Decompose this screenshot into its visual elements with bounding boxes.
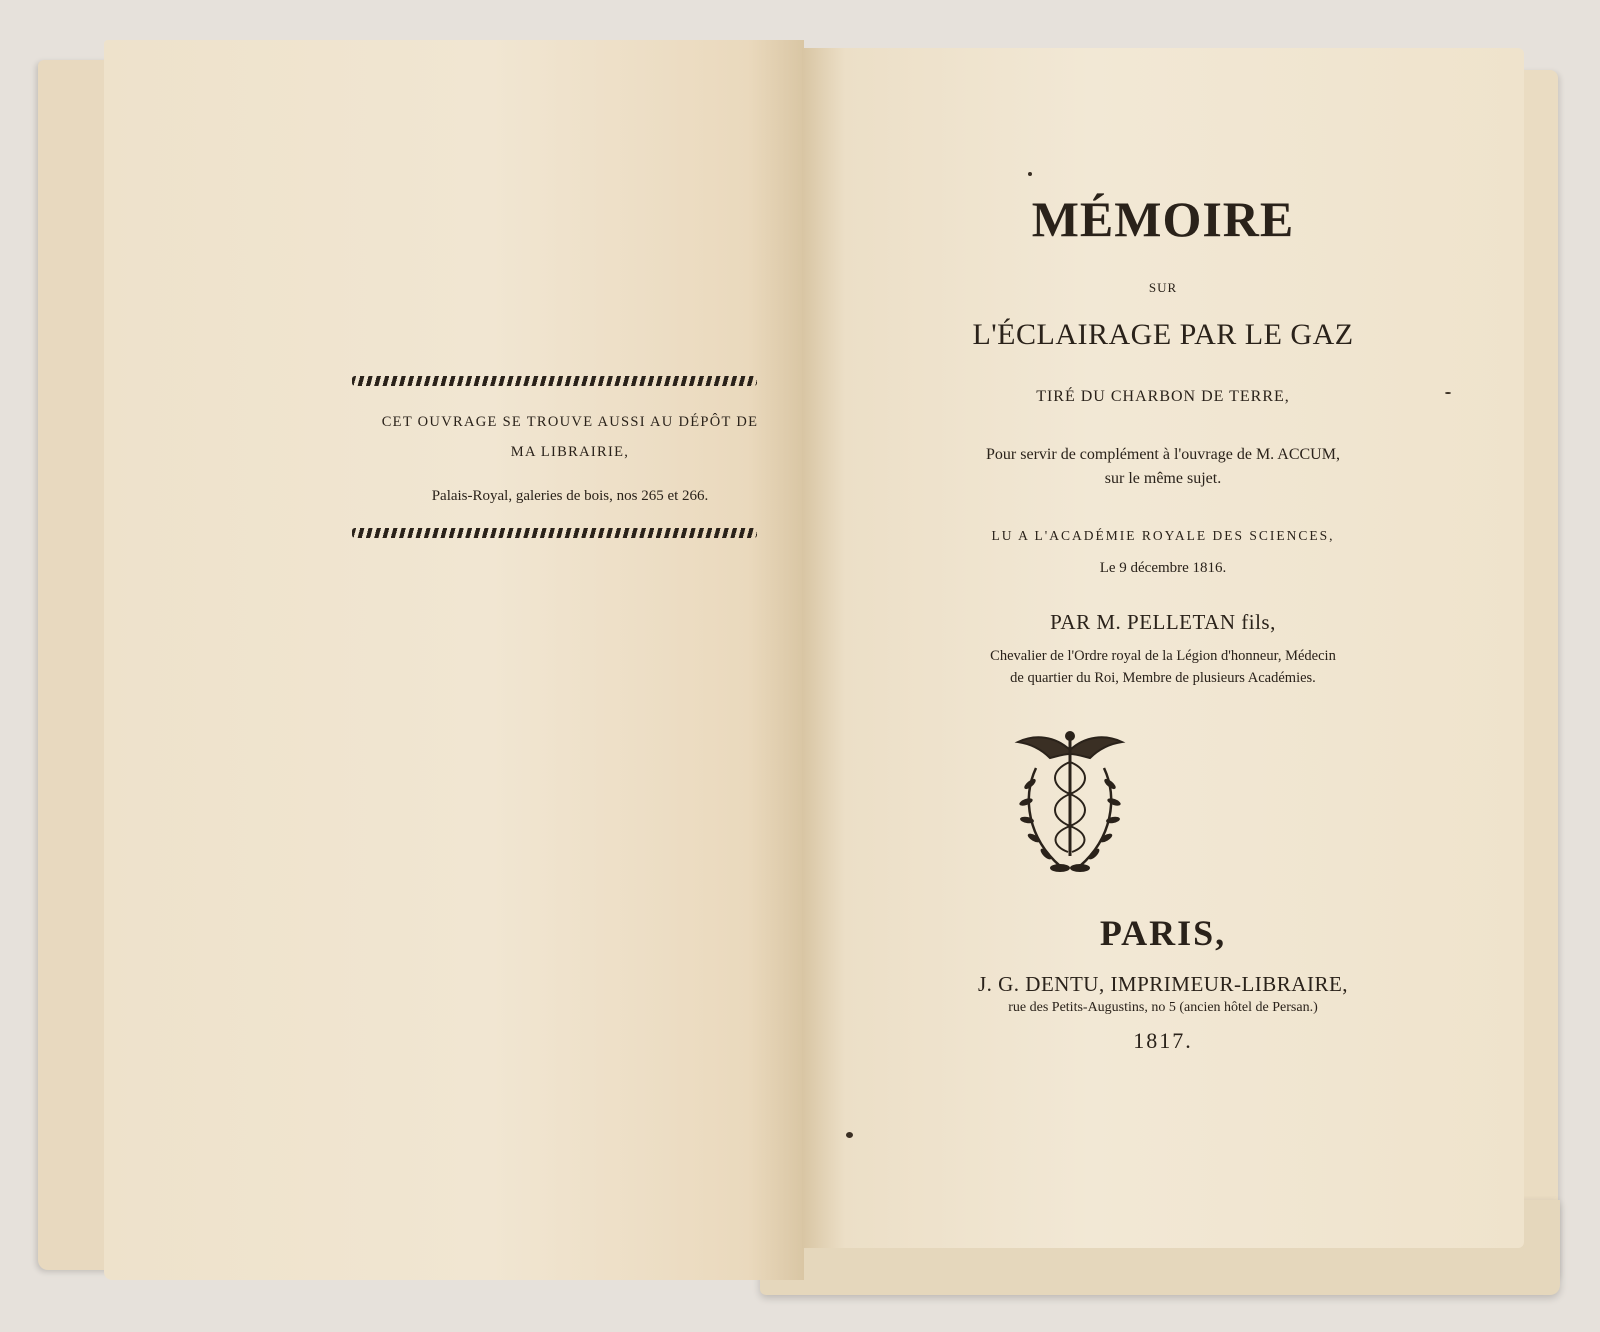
title-connector: SUR [1148,280,1178,295]
imprint-city: PARIS, [1099,913,1227,953]
book-subject: L'ÉCLAIRAGE PAR LE GAZ [972,318,1354,351]
reading-note: LU A L'ACADÉMIE ROYALE DES SCIENCES, [991,528,1335,543]
author-title-line-1: Chevalier de l'Ordre royal de la Légion d'honneur, Médecin [990,648,1336,664]
notice-line-2: MA LIBRAIRIE, [510,444,630,460]
ornament-rule-top [352,376,757,386]
subject-subtitle: TIRÉ DU CHARBON DE TERRE, [1036,388,1290,405]
imprint-address: rue des Petits-Augustins, no 5 (ancien hôtel de Persan.) [1008,1000,1318,1015]
ink-speck [1445,392,1451,394]
ink-speck [1028,172,1032,176]
imprint-year: 1817. [1133,1028,1193,1053]
ornament-rule-bottom [352,528,757,538]
notice-line-1: CET OUVRAGE SE TROUVE AUSSI AU DÉPÔT DE [381,414,759,430]
author-title-line-2: de quartier du Roi, Membre de plusieurs Académies. [1010,670,1316,686]
caduceus-wreath-icon [1010,728,1130,878]
author-line: PAR M. PELLETAN fils, [1050,610,1276,634]
imprint-publisher: J. G. DENTU, IMPRIMEUR-LIBRAIRE, [977,972,1349,996]
purpose-line-1: Pour servir de complément à l'ouvrage de M. ACCUM, [986,446,1340,463]
left-page [104,40,804,1280]
book-title: MÉMOIRE [1031,191,1295,247]
notice-line-3: Palais-Royal, galeries de bois, nos 265 et 266. [431,488,709,504]
purpose-line-2: sur le même sujet. [1104,470,1222,487]
reading-date: Le 9 décembre 1816. [1099,560,1227,576]
ink-speck [846,1132,853,1138]
